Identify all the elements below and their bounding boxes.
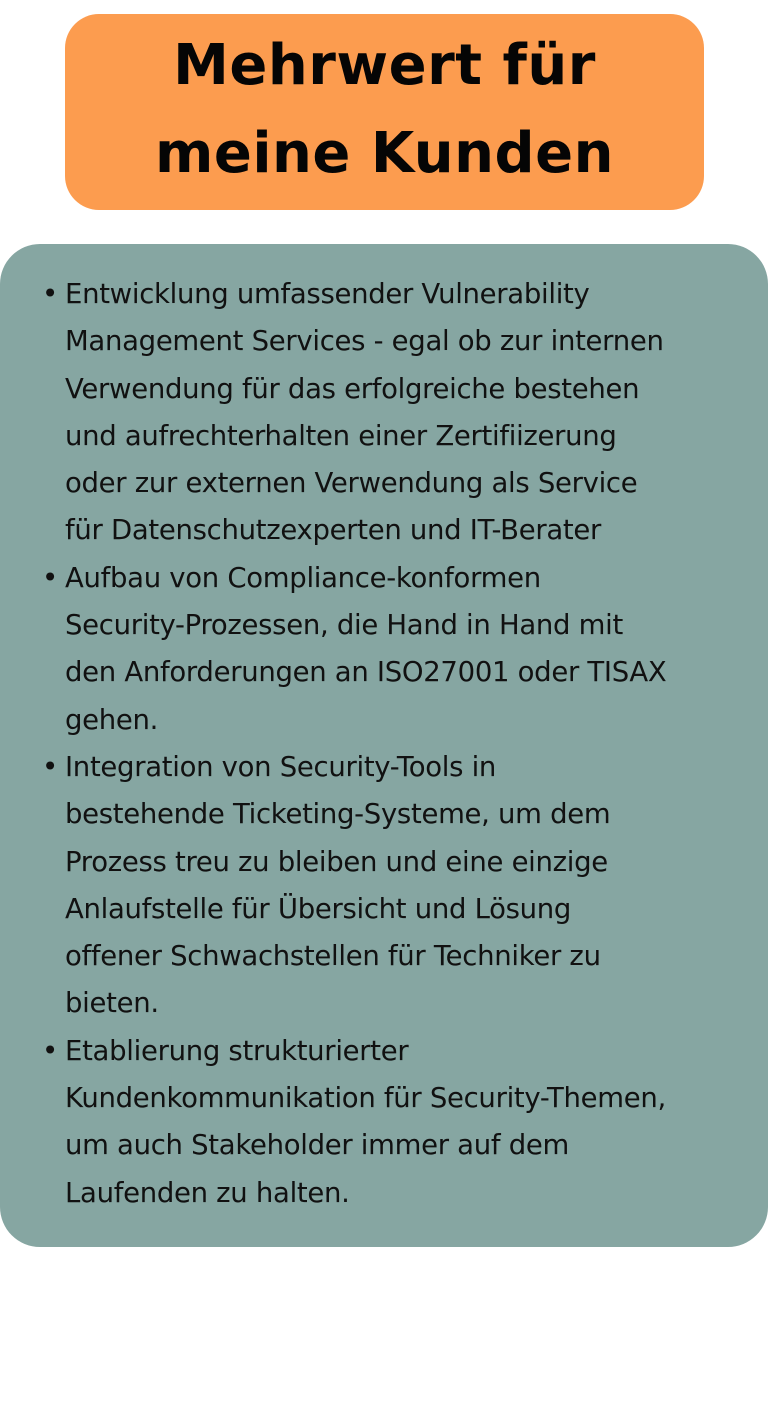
title-banner [65,14,704,210]
list-item [0,555,754,744]
benefits-list [0,271,754,1217]
list-item-text-line: Aufbau von Compliance-konformen [65,561,541,594]
list-item-text-line: Kundenkommunikation für Security-Themen, [65,1082,666,1115]
list-item-text-line: Security-Prozessen, die Hand in Hand mit [65,609,623,642]
list-item [0,1028,754,1217]
list-item-text-line: den Anforderungen an ISO27001 oder TISAX [65,656,667,689]
list-item-text-line: offener Schwachstellen für Techniker zu [65,940,601,973]
list-item-text-line: bieten. [65,987,159,1020]
list-item-text-line: Prozess treu zu bleiben und eine einzige [65,845,608,878]
bullet-icon: • [42,750,58,783]
list-item-text-line: um auch Stakeholder immer auf dem [65,1129,569,1162]
list-item-text-line: Anlaufstelle für Übersicht und Lösung [65,892,572,925]
bullet-icon: • [42,1034,58,1067]
list-item-text-line: oder zur externen Verwendung als Service [65,467,638,500]
list-item-text-line: bestehende Ticketing-Systeme, um dem [65,798,611,831]
list-item-text-line: und aufrechterhalten einer Zertifiizerung [65,419,617,452]
bullet-icon: • [42,561,58,594]
list-item-text-line: Etablierung strukturierter [65,1034,409,1067]
list-item-text-line: Integration von Security-Tools in [65,750,497,783]
title-line-2: meine Kunden [155,121,614,186]
list-item-text-line: Verwendung für das erfolgreiche bestehen [65,372,640,405]
content-panel [0,244,768,1247]
list-item [0,744,754,1028]
list-item-text-line: für Datenschutzexperten und IT-Berater [65,514,602,547]
list-item-text-line: Entwicklung umfassender Vulnerability [65,278,590,310]
list-item-text-line: gehen. [65,703,159,736]
bullet-icon: • [42,278,58,310]
list-item-text-line: Laufenden zu halten. [65,1176,350,1209]
title-line-1: Mehrwert für [173,33,596,98]
list-item [0,271,754,555]
list-item-text-line: Management Services - egal ob zur internen [65,325,664,358]
